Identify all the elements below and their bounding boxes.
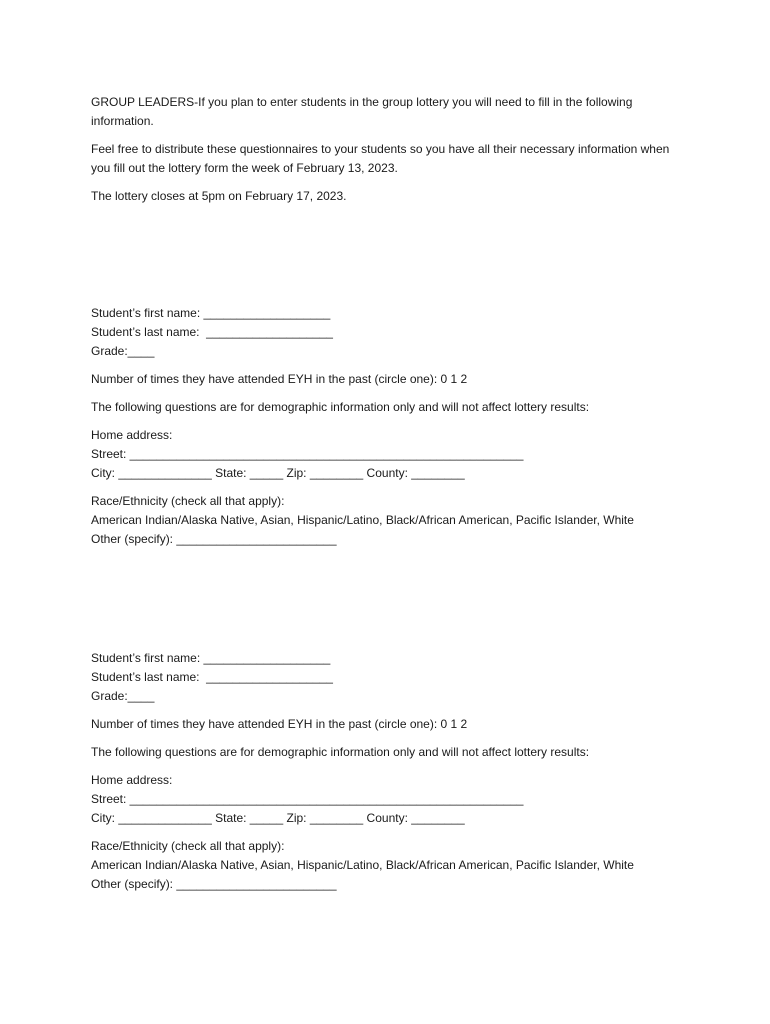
intro-section	[91, 93, 691, 215]
address-block	[91, 426, 711, 483]
race-block	[91, 492, 711, 549]
intro-paragraph-lottery-closes: The lottery closes at 5pm on February 17, 2023.	[91, 189, 347, 203]
home-address-label: Home address:	[91, 428, 173, 442]
race-heading: Race/Ethnicity (check all that apply):	[91, 494, 285, 508]
last-name-field[interactable]: Student’s last name: ___________________	[91, 325, 333, 339]
demographic-note-block	[91, 398, 711, 417]
student-record-1	[91, 304, 711, 558]
home-address-label: Home address:	[91, 773, 173, 787]
race-heading: Race/Ethnicity (check all that apply):	[91, 839, 285, 853]
first-name-field[interactable]: Student’s first name: ___________________	[91, 651, 331, 665]
attended-question[interactable]: Number of times they have attended EYH in the past (circle one): 0 1 2	[91, 717, 468, 731]
attendance-block	[91, 715, 711, 734]
other-specify-field[interactable]: Other (specify): ________________________	[91, 532, 337, 546]
demographic-note: The following questions are for demographic information only and will not affect lottery results:	[91, 745, 590, 759]
race-options[interactable]: American Indian/Alaska Native, Asian, Hispanic/Latino, Black/African American, Pacific Islander, White	[91, 858, 634, 872]
last-name-field[interactable]: Student’s last name: ___________________	[91, 670, 333, 684]
grade-field[interactable]: Grade:____	[91, 689, 155, 703]
intro-paragraph-group-leaders: GROUP LEADERS-If you plan to enter students in the group lottery you will need to fill in the following information.	[91, 95, 633, 128]
attended-question[interactable]: Number of times they have attended EYH in the past (circle one): 0 1 2	[91, 372, 468, 386]
attendance-block	[91, 370, 711, 389]
demographic-note-block	[91, 743, 711, 762]
race-options[interactable]: American Indian/Alaska Native, Asian, Hispanic/Latino, Black/African American, Pacific Islander, White	[91, 513, 634, 527]
student-record-2	[91, 649, 711, 903]
grade-field[interactable]: Grade:____	[91, 344, 155, 358]
other-specify-field[interactable]: Other (specify): ________________________	[91, 877, 337, 891]
intro-paragraph-distribute: Feel free to distribute these questionnaires to your students so you have all their necessary information when you fill out the lottery form the week of February 13, 2023.	[91, 142, 670, 175]
name-block	[91, 649, 711, 706]
race-block	[91, 837, 711, 894]
demographic-note: The following questions are for demographic information only and will not affect lottery results:	[91, 400, 590, 414]
city-state-zip-county-field[interactable]: City: ______________ State: _____ Zip: ________ County: ________	[91, 811, 465, 825]
name-block	[91, 304, 711, 361]
first-name-field[interactable]: Student’s first name: ___________________	[91, 306, 331, 320]
city-state-zip-county-field[interactable]: City: ______________ State: _____ Zip: ________ County: ________	[91, 466, 465, 480]
street-field[interactable]: Street: ___________________________________________________________	[91, 792, 524, 806]
street-field[interactable]: Street: ___________________________________________________________	[91, 447, 524, 461]
address-block	[91, 771, 711, 828]
